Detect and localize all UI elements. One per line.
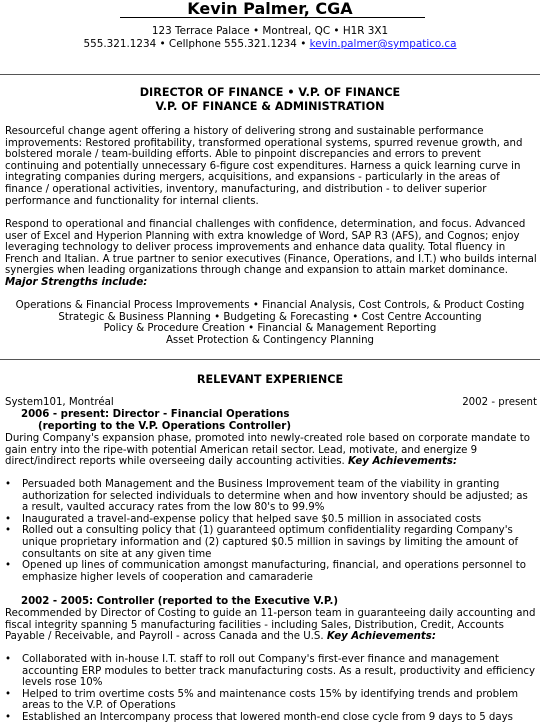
- bullet-icon: •: [5, 560, 12, 572]
- bullet-icon: •: [5, 711, 12, 723]
- address-line: 123 Terrace Palace • Montreal, QC • H1R 3X1: [151, 25, 389, 37]
- header-divider: [0, 74, 540, 75]
- role-2-title: 2002 - 2005: Controller (reported to the Executive V.P.): [21, 596, 339, 607]
- role-2-achievements: [5, 654, 537, 724]
- role-2-achievements-label: Key Achievements:: [326, 631, 436, 643]
- employer-row: [5, 397, 537, 409]
- contact-block: [0, 25, 540, 51]
- strength-line: Operations & Financial Process Improvements • Financial Analysis, Cost Controls, & Product Costing: [15, 300, 525, 311]
- role-1-intro: [5, 433, 537, 468]
- strength-line: Asset Protection & Contingency Planning: [165, 334, 375, 346]
- bullet-icon: •: [5, 525, 12, 537]
- role-2-intro-text: Recommended by Director of Costing to guide an 11-person team in guaranteeing daily accounting and fiscal integrity spanning 5 manufacturing facilities - including Sales, Distribution, Credit, Accounts Payable / Receivable, and Payroll - across Canada and the U.S.: [5, 608, 536, 643]
- bullet-icon: •: [5, 654, 12, 665]
- strengths-list: [0, 300, 540, 346]
- role-1-intro-text: During Company's expansion phase, promoted into newly-created role based on corporate mandate to gain entry into the ripe-with potential American retail sector. Lead, motivate, and energize 9 direct/indirect reports while overseeing daily accounting activities.: [5, 433, 531, 468]
- list-item: • Helped to trim overtime costs 5% and maintenance costs 15% by identifying trends and problem areas to the V.P. of Operations: [5, 688, 519, 712]
- email-link[interactable]: kevin.palmer@sympatico.ca: [309, 38, 457, 50]
- list-item: • Rolled out a consulting policy that (1) guaranteed optimum confidentiality regarding Company's unique proprietary information and (2) captured $0.5 million in savings by limiting the amount of consultants on site at any given time: [5, 525, 519, 560]
- employer-name: System101, Montréal: [5, 397, 114, 408]
- candidate-name: Kevin Palmer, CGA: [187, 0, 353, 18]
- target-titles: [0, 86, 540, 114]
- strengths-label: Major Strengths include:: [5, 276, 148, 288]
- list-item: • Inaugurated a travel-and-expense policy that helped save $0.5 million in associated costs: [5, 513, 482, 525]
- name-underline: [120, 17, 425, 18]
- role-1-reporting: (reporting to the V.P. Operations Controller): [38, 421, 291, 432]
- list-item: • Opened up lines of communication amongst manufacturing, financial, and operations personnel to emphasize higher levels of cooperation and camaraderie: [5, 560, 526, 583]
- list-item: • Persuaded both Management and the Business Improvement team of the viability in granting authorization for selected individuals to determine when and how inventory should be adjusted; as a result, vaulted accuracy rates from the low 80's to 99.9%: [5, 479, 528, 514]
- role-1-title: 2006 - present: Director - Financial Operations: [21, 409, 290, 420]
- experience-heading: RELEVANT EXPERIENCE: [196, 373, 344, 386]
- phone-line: [0, 38, 540, 51]
- list-item: • Collaborated with in-house I.T. staff to roll out Company's first-ever finance and management accounting ERP modules to better track manufacturing costs. As a result, productivity and efficiency levels rose 10%: [5, 654, 536, 689]
- summary-paragraph-1: Resourceful change agent offering a history of delivering strong and sustainable performance improvements: Restored profitability, transformed operational systems, spurred revenue growth, and bolstered morale / team-building efforts. Able to pinpoint discrepancies and errors to prevent continuing and potentially unnecessary 6-figure cost expenditures. Harness a quick learning curve in integrating companies during mergers, acquisitions, and expansions - particularly in the areas of finance / operational activities, inventory, manufacturing, and distribution - to deliver superior performance and functionality for internal clients.: [5, 126, 523, 207]
- bullet-icon: •: [5, 479, 12, 490]
- employer-dates: 2002 - present: [462, 397, 537, 408]
- bullet-icon: •: [5, 513, 12, 525]
- section-divider: [0, 359, 540, 360]
- role-1-achievements: [5, 479, 537, 583]
- bullet-icon: •: [5, 688, 12, 700]
- strength-line: Strategic & Business Planning • Budgeting & Forecasting • Cost Centre Accounting: [58, 311, 482, 323]
- strength-line: Policy & Procedure Creation • Financial & Management Reporting: [103, 323, 437, 335]
- title-line-1: DIRECTOR OF FINANCE • V.P. OF FINANCE: [139, 86, 401, 99]
- summary-paragraph-2: [5, 219, 537, 289]
- role-1-achievements-label: Key Achievements:: [348, 456, 458, 468]
- list-item: • Established an Intercompany process that lowered month-end close cycle from 9 days to 5 days: [5, 711, 513, 723]
- phone-numbers: 555.321.1234 • Cellphone 555.321.1234 •: [83, 38, 310, 50]
- title-line-2: V.P. OF FINANCE & ADMINISTRATION: [155, 100, 385, 113]
- role-2-intro: [5, 608, 537, 643]
- summary-paragraph-2-text: Respond to operational and financial challenges with confidence, determination, and focus. Advanced user of Excel and Hyperion Planning with extra knowledge of Word, SAP R3 (AFS), and Cognos; enjoy leveraging technology to deliver process improvements and enhance data quality. Total fluency in French and Italian. A true partner to senior executives (Finance, Operations, and I.T.) who builds internal synergies when leading organizations through change and expansion to attain market dominance.: [5, 219, 537, 277]
